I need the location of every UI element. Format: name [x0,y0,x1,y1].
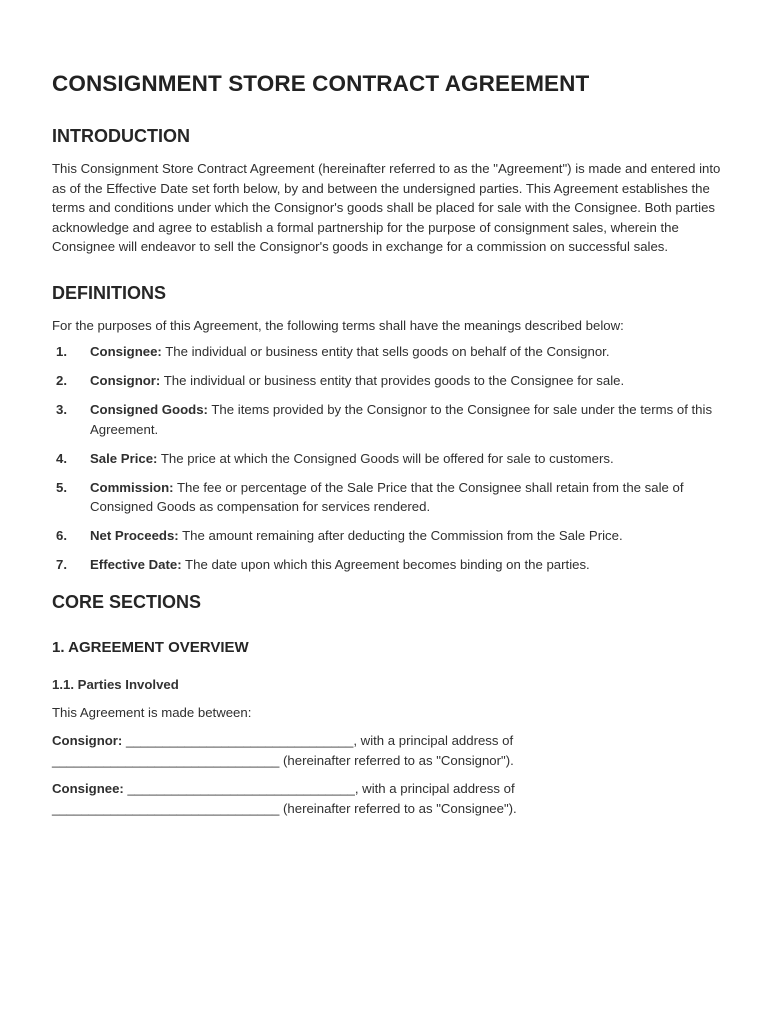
introduction-heading: INTRODUCTION [52,126,190,146]
definition-text: The individual or business entity that provides goods to the Consignee for sale. [160,373,625,388]
definition-text: The price at which the Consigned Goods will be offered for sale to customers. [157,450,614,466]
definition-item [52,449,722,469]
definition-item [52,371,722,391]
consignor-entry [52,731,722,770]
definition-term: Consigned Goods: [90,402,208,417]
definition-number: 3. [56,402,67,417]
parties-lead-text: This Agreement is made between: [52,704,252,720]
consignee-entry [52,779,722,818]
definition-term: Sale Price: [90,450,158,466]
parties-involved-heading: 1.1. Parties Involved [52,676,179,692]
agreement-overview-heading: 1. AGREEMENT OVERVIEW [52,638,249,656]
definition-number: 7. [56,557,67,572]
document-title: CONSIGNMENT STORE CONTRACT AGREEMENT [52,71,590,96]
definition-number: 4. [56,450,67,466]
definition-text: The amount remaining after deducting the Commission from the Sale Price. [178,528,623,543]
definition-term: Consignor: [90,373,161,388]
introduction-section [52,124,722,257]
definition-term: Effective Date: [90,557,182,572]
definition-item [52,342,722,362]
definition-item [52,478,722,517]
consignor-label: Consignor: [52,733,123,748]
definition-number: 5. [56,479,67,495]
definitions-section [52,281,722,575]
definition-text: The date upon which this Agreement becomes binding on the parties. [181,557,590,572]
consignee-label: Consignee: [52,781,124,796]
introduction-text: This Consignment Store Contract Agreement (hereinafter referred to as the "Agreement") is made and entered into as of the Effective Date set forth below, by and between the undersigned parties. This Agreement establishes the terms and conditions under which the Consignor's goods shall be placed for sale with the Consignee. Both parties acknowledge and agree to establish a formal partnership for the purpose of consignment sales, wherein the Consignee will endeavor to sell the Consignor's goods in exchange for a commission on successful sales. [52,161,721,254]
definition-term: Commission: [90,479,174,495]
core-sections [52,590,722,819]
document-content [52,68,722,818]
definitions-intro: For the purposes of this Agreement, the following terms shall have the meanings described below: [52,317,624,333]
consignee-blank-text: _______________________________, with a principal address of _______________________________ (hereinafter referred to as "Consignee"). [52,781,517,816]
definition-text: The fee or percentage of the Sale Price that the Consignee shall retain from the sale of Consigned Goods as compensation for services rendered. [90,479,684,514]
definition-term: Net Proceeds: [90,528,179,543]
definition-number: 1. [56,344,67,359]
definition-text: The individual or business entity that sells goods on behalf of the Consignor. [161,344,610,359]
definition-number: 6. [56,528,67,543]
core-sections-heading: CORE SECTIONS [52,591,202,612]
definition-item [52,526,722,546]
definition-number: 2. [56,373,67,388]
definition-term: Consignee: [90,344,162,359]
definitions-heading: DEFINITIONS [52,282,167,303]
definition-item [52,400,722,439]
consignor-blank-text: _______________________________, with a principal address of _______________________________ (hereinafter referred to as "Consignor"). [52,733,514,768]
definition-text: The items provided by the Consignor to the Consignee for sale under the terms of this Agreement. [90,402,713,437]
definitions-list [52,342,722,575]
definition-item [52,555,722,575]
